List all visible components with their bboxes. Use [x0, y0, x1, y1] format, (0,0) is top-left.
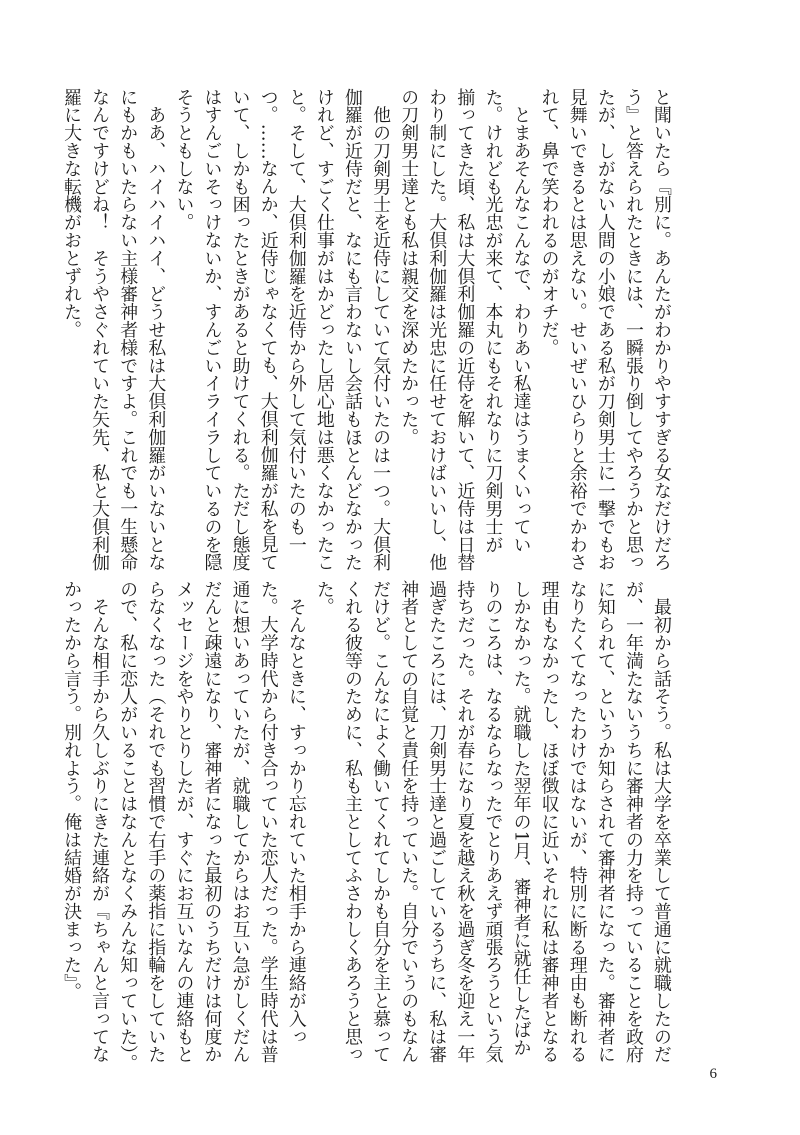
text-line: けれど、すごく仕事がはかどったし居心地は悪くなかったこ: [313, 88, 335, 572]
text-line: だんと疎遠になり、審神者になった最初のうちだけは何度か: [201, 580, 223, 1064]
text-line: う』と答えられたときには、一瞬張り倒してやろうかと思っ: [622, 88, 644, 572]
text-line: 見舞いできるとは思えない。せいぜいひらりと余裕でかわさ: [566, 88, 588, 572]
text-line: た。けれども光忠が来て、本丸にもそれなりに刀剣男士が: [482, 88, 504, 554]
text-line: りのころは、なるならなったでとりあえず頑張ろうという気: [482, 580, 504, 1064]
text-line: が、一年満たないうちに審神者の力を持っていることを政府: [622, 580, 644, 1064]
lower-text-block: [61, 580, 675, 1073]
text-line: 羅に大きな転機がおとずれた。: [61, 88, 83, 339]
text-line: とまあそんなこんなで、わりあい私達はうまくいってい: [510, 88, 532, 554]
text-line: メッセージをやりとりしたが、すぐにお互いなんの連絡もと: [173, 580, 195, 1064]
text-line: だけど。こんなによく働いてくれてしかも自分を主と慕って: [370, 580, 392, 1064]
text-line: かったから言う。別れよう。俺は結婚が決まった』。: [61, 580, 83, 1001]
text-line: 伽羅が近侍だと、なにも言わないし会話もほとんどなかった: [341, 88, 363, 572]
text-line: た。: [313, 580, 335, 616]
text-line: に知られて、というか知らされて審神者になった。審神者に: [594, 580, 616, 1064]
text-line: 過ぎたころには、刀剣男士達と過ごしているうちに、私は審: [426, 580, 448, 1064]
text-line: なんですけどね！ そうやさぐれていた矢先、私と大倶利伽: [89, 88, 111, 572]
text-line: わり制にした。大倶利伽羅は光忠に任せておけばいいし、他: [426, 88, 448, 572]
text-line: れて、鼻で笑われるのがオチだ。: [538, 88, 560, 357]
text-line: そうともしない。: [173, 88, 195, 232]
text-line: はすんごいそっけないか、すんごいイライラしているのを隠: [201, 88, 223, 572]
text-line: らなくなった（それでも習慣で右手の薬指に指輪をしていた: [145, 580, 167, 1064]
text-line: そんな相手から久しぶりにきた連絡が『ちゃんと言ってな: [89, 580, 111, 1064]
text-line: なりたくてなったわけではないが、特別に断る理由も断れる: [566, 580, 588, 1064]
page-number: 6: [709, 1066, 717, 1082]
text-line: の刀剣男士達とも私は親交を深めたかった。: [398, 88, 420, 446]
text-line: くれる彼等のために、私も主としてふさわしくあろうと思っ: [341, 580, 363, 1064]
text-line: と聞いたら『別に。あんたがわかりやすすぎる女なだけだろ: [651, 88, 672, 572]
text-line: 通に想いあっていたが、就職してからはお互い急がしくだん: [229, 580, 251, 1064]
text-line: そんなときに、すっかり忘れていた相手から連絡が入っ: [285, 580, 307, 1046]
text-line: 最初から話そう。私は大学を卒業して普通に就職したのだ: [651, 580, 672, 1064]
text-line: 神者としての自覚と責任を持っていた。自分でいうのもなん: [398, 580, 420, 1064]
text-line: 他の刀剣男士を近侍にしていて気付いたのは一つ。大倶利: [370, 88, 392, 572]
text-line: つ。……なんか、近侍じゃなくても、大倶利伽羅が私を見て: [257, 88, 279, 572]
text-line: 理由もなかったし、ほぼ徴収に近いそれに私は審神者となる: [538, 580, 560, 1064]
text-line: と。そして、大倶利伽羅を近侍から外して気付いたのも一: [285, 88, 307, 554]
text-line: いて、しかも困ったときがあると助けてくれる。ただし態度: [229, 88, 251, 572]
text-line: 持ちだった。それが春になり夏を越え秋を過ぎ冬を迎え一年: [454, 580, 476, 1064]
text-line: たが、しがない人間の小娘である私が刀剣男士に一撃でもお: [594, 88, 616, 572]
text-line: しかなかった。就職した翌年の1月、審神者に就任したばか: [510, 580, 532, 1057]
text-line: ので、私に恋人がいることはなんとなくみんな知っていた）。: [117, 580, 139, 1073]
text-line: ああ、ハイハイハイ、どうせ私は大倶利伽羅がいないとな: [145, 88, 167, 572]
text-line: にもかもいたらない主様審神者様ですよ。これでも一生懸命: [117, 88, 139, 572]
text-line: た。大学時代から付き合っていた恋人だった。学生時代は普: [257, 580, 279, 1064]
text-line: 揃ってきた頃、私は大倶利伽羅の近侍を解いて、近侍は日替: [454, 88, 476, 572]
upper-text-block: [61, 88, 675, 572]
